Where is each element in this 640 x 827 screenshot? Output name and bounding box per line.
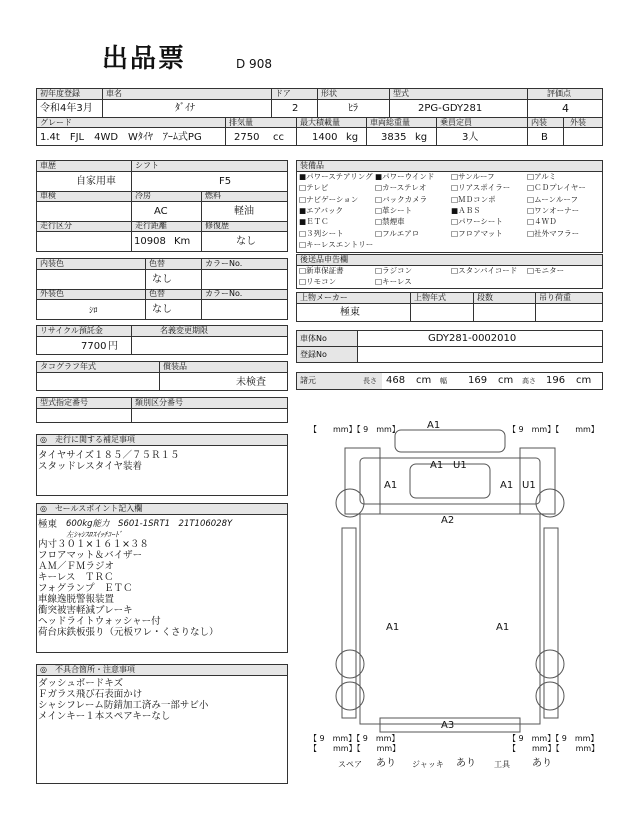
max-load-label: 最大積載量 [300,118,340,127]
equipment-item: □アルミ [527,172,557,181]
equipment-item: □パワーシート [451,217,503,227]
fuel-value: 軽油 [234,206,254,217]
name-label: 車名 [106,89,122,98]
shift-label: シフト [135,161,159,170]
int-color-label: 内装色 [40,259,64,268]
tire-depth-br-1: 【 9 mm】【 9 mm】 [508,734,599,743]
stages-label: 段数 [477,293,493,302]
mileage-label: 走行距離 [135,221,167,230]
score-value: 4 [562,102,569,115]
total-weight-value: 3835 [381,132,407,143]
sales-line: キーレス ＴＲＣ [38,572,114,583]
int-color-change-label: 色替 [149,259,165,268]
defect-line: Ｆガラス飛び石表面かけ [38,689,143,700]
ext-color-no-label: カラーNo. [205,289,243,298]
running-note-line: タイヤサイズ１８５／７５Ｒ１５ [38,450,180,461]
page-title: 出品票 [102,44,187,74]
after-install-item: □スタンバイコード [451,266,518,275]
cert-value: 未検査 [236,377,266,388]
dims-label: 諸元 [300,376,316,385]
equipment-item: ■パワーウインド [375,172,435,181]
hoist-label: 吊り荷重 [539,293,571,302]
mark-right-front-a: A1 [500,480,514,491]
tire-depth-tl: 【 mm】【 9 mm】 [309,425,400,434]
type-no-label: 型式指定番号 [40,398,88,407]
recycle-value: 7700 [81,341,107,352]
equipment-header: 装備品 [300,161,324,170]
tire-depth-bl-2: 【 mm】【 mm】 [309,744,401,753]
history-value: 自家用車 [76,176,116,187]
width-label: 幅 [440,377,447,385]
length-label: 長さ [363,377,377,385]
sales-line: 600kg能力 S601-1SRT1 21T106028Y [66,519,233,529]
equipment-item: □ＣＤプレイヤー [527,183,586,193]
score-label: 評価点 [547,89,571,98]
mileage-value: 10908 [134,236,166,247]
equipment-item: ■エアバック [299,205,343,215]
vehicle-damage-diagram [300,418,600,748]
displacement-value: 2750 [234,132,260,143]
sales-line: 車線逸脱警報装置 [38,594,115,605]
tools-label: 工具 [494,760,510,769]
grade-value: 1.4t FJL 4WD Wﾀｲﾔ ｱｰﾑ式PG [40,132,202,143]
recycle-label: リサイクル預託金 [40,326,103,335]
equipment-item: □ムーンルーフ [527,194,578,204]
mileage-unit: Km [174,236,191,247]
equipment-item: □革シート [375,205,413,215]
first-reg-value: 令和4年3月 [40,103,93,114]
maker-label: 上物メーカー [300,293,348,302]
defect-line: メインキー１本スペアキーなし [38,711,171,722]
maker-value: 極東 [340,307,360,318]
mark-rear: A3 [441,720,455,731]
length-value: 468 [386,375,406,386]
mark-windshield-u: U1 [453,460,467,471]
defects-header: ◎ 不具合箇所・注意事項 [40,665,135,674]
defect-line: シャシフレーム防錆加工済み一部サビ小 [38,700,209,711]
repair-label: 修復歴 [205,221,229,230]
mark-left-front: A1 [384,480,398,491]
ext-color-change-value: なし [152,304,172,315]
equipment-item: □カーステレオ [375,183,427,193]
sales-line: フロアマット＆バイザー [38,550,143,561]
capacity-label: 乗員定員 [440,118,472,127]
jack-label: ジャッキ [412,760,444,769]
exterior-label: 外装 [570,118,586,127]
length-unit: cm [416,375,432,386]
name-change-label: 名義変更期限 [160,326,208,335]
chassis-label: 車体No [300,334,327,343]
reg-label: 登録No [300,350,327,359]
repair-value: なし [236,236,256,247]
equipment-item: □ワンオーナー [527,205,580,215]
running-note-line: スタッドレスタイヤ装着 [38,461,143,472]
displacement-label: 排気量 [229,118,253,127]
equipment-item: □社外マフラー [527,228,580,238]
after-install-item: □新車保証書 [299,266,344,275]
ac-label: 冷房 [135,191,151,200]
equipment-item: □フルエアロ [375,228,420,238]
spare-value: あり [376,758,396,769]
total-weight-unit: kg [415,132,428,143]
total-weight-label: 車両総重量 [370,118,410,127]
height-value: 196 [546,375,566,386]
chassis-value: GDY281-0002010 [428,333,517,344]
after-install-item: □キーレス [375,277,412,286]
after-install-item: □モニター [527,266,565,275]
lot-number: D 908 [236,57,272,71]
ext-color-value: ｼﾛ [89,306,98,316]
sales-line: 左ｼｬｼｽﾛｽｲｯﾁｺｰﾄﾞ [66,530,123,539]
equipment-item: □禁煙車 [375,217,405,227]
ext-color-change-label: 色替 [149,289,165,298]
sales-line: 衝突被害軽減ブレーキ [38,605,133,616]
sales-line: 内寸３０１×１６１×３８ [38,539,149,550]
after-install-item: □リモコン [299,277,337,286]
capacity-value: 3人 [462,132,479,143]
after-install-item: □ラジコン [375,266,413,275]
equipment-item: □３列シート [299,228,344,238]
tire-depth-tr: 【 9 mm】【 mm】 [508,425,599,434]
mark-right-side: A1 [496,622,510,633]
doors-value: 2 [292,103,299,114]
fuel-label: 燃料 [205,191,221,200]
model-label: 型式 [393,89,409,98]
interior-value: B [541,132,548,143]
equipment-item: □バックカメラ [375,194,428,204]
equipment-item: □４ＷＤ [527,217,557,227]
grade-label: グレード [40,118,72,127]
equipment-item: □テレビ [299,183,329,193]
shift-value: F5 [219,176,232,187]
width-unit: cm [498,375,514,386]
mark-bed: A2 [441,515,455,526]
mark-right-front-u: U1 [522,480,536,491]
mark-left-side: A1 [386,622,400,633]
equipment-item: ■ＥＴＣ [299,217,329,227]
running-notes-header: ◎ 走行に関する補足事項 [40,435,135,444]
equipment-item: □リアスポイラー [451,183,511,193]
max-load-unit: kg [346,132,359,143]
height-unit: cm [576,375,592,386]
model-value: 2PG-GDY281 [418,103,483,114]
after-install-header: 後送品申告欄 [300,255,348,264]
int-color-no-label: カラーNo. [205,259,243,268]
jack-value: あり [456,758,476,769]
shape-value: ﾋﾗ [348,103,358,114]
inspection-label: 車検 [40,191,56,200]
recycle-unit: 円 [108,341,118,352]
tools-value: あり [532,758,552,769]
mileage-class-label: 走行区分 [40,221,72,230]
sales-line: ＡＭ／ＦＭラジオ [38,561,115,572]
height-label: 高さ [522,377,536,385]
mark-windshield-a: A1 [430,460,444,471]
equipment-item: ■ＡＢＳ [451,205,481,215]
equipment-item: □サンルーフ [451,172,495,181]
ac-value: AC [154,206,168,217]
tire-depth-bl-1: 【 9 mm】【 9 mm】 [309,734,400,743]
defect-line: ダッシュボードキズ [38,678,124,689]
sales-line: フォグランプ ＥＴＣ [38,583,133,594]
tacho-label: タコグラフ年式 [40,362,96,371]
history-label: 車歴 [40,161,56,170]
cert-label: 償装品 [163,362,187,371]
ext-color-label: 外装色 [40,289,64,298]
class-no-label: 類別区分番号 [135,398,183,407]
tire-depth-br-2: 【 mm】【 mm】 [508,744,600,753]
equipment-item: □フロアマット [451,228,503,238]
equipment-item: ■パワーステアリング [299,172,373,181]
interior-label: 内装 [531,118,547,127]
first-reg-label: 初年度登録 [40,89,80,98]
mark-front: A1 [427,420,441,431]
max-load-value: 1400 [312,132,338,143]
spare-label: スペア [338,760,362,769]
maker-year-label: 上物年式 [414,293,446,302]
int-color-change-value: なし [152,274,172,285]
displacement-unit: cc [273,132,284,143]
doors-label: ドア [275,89,291,98]
shape-label: 形状 [321,89,337,98]
equipment-item: □ＭＤコンポ [451,194,496,204]
car-name-value: ﾀﾞｲﾅ [175,103,195,114]
equipment-item: □キーレスエントリー [299,239,374,249]
sales-line: ヘッドライトウォッシャー付 [38,616,161,627]
sales-line: 荷台床鉄板張り（元板ワレ・くさりなし） [38,627,219,638]
sales-line: 極東 [38,519,58,530]
width-value: 169 [468,375,488,386]
equipment-item: □ナビゲーション [299,194,359,204]
sales-points-header: ◎ セールスポイント記入欄 [40,504,143,513]
